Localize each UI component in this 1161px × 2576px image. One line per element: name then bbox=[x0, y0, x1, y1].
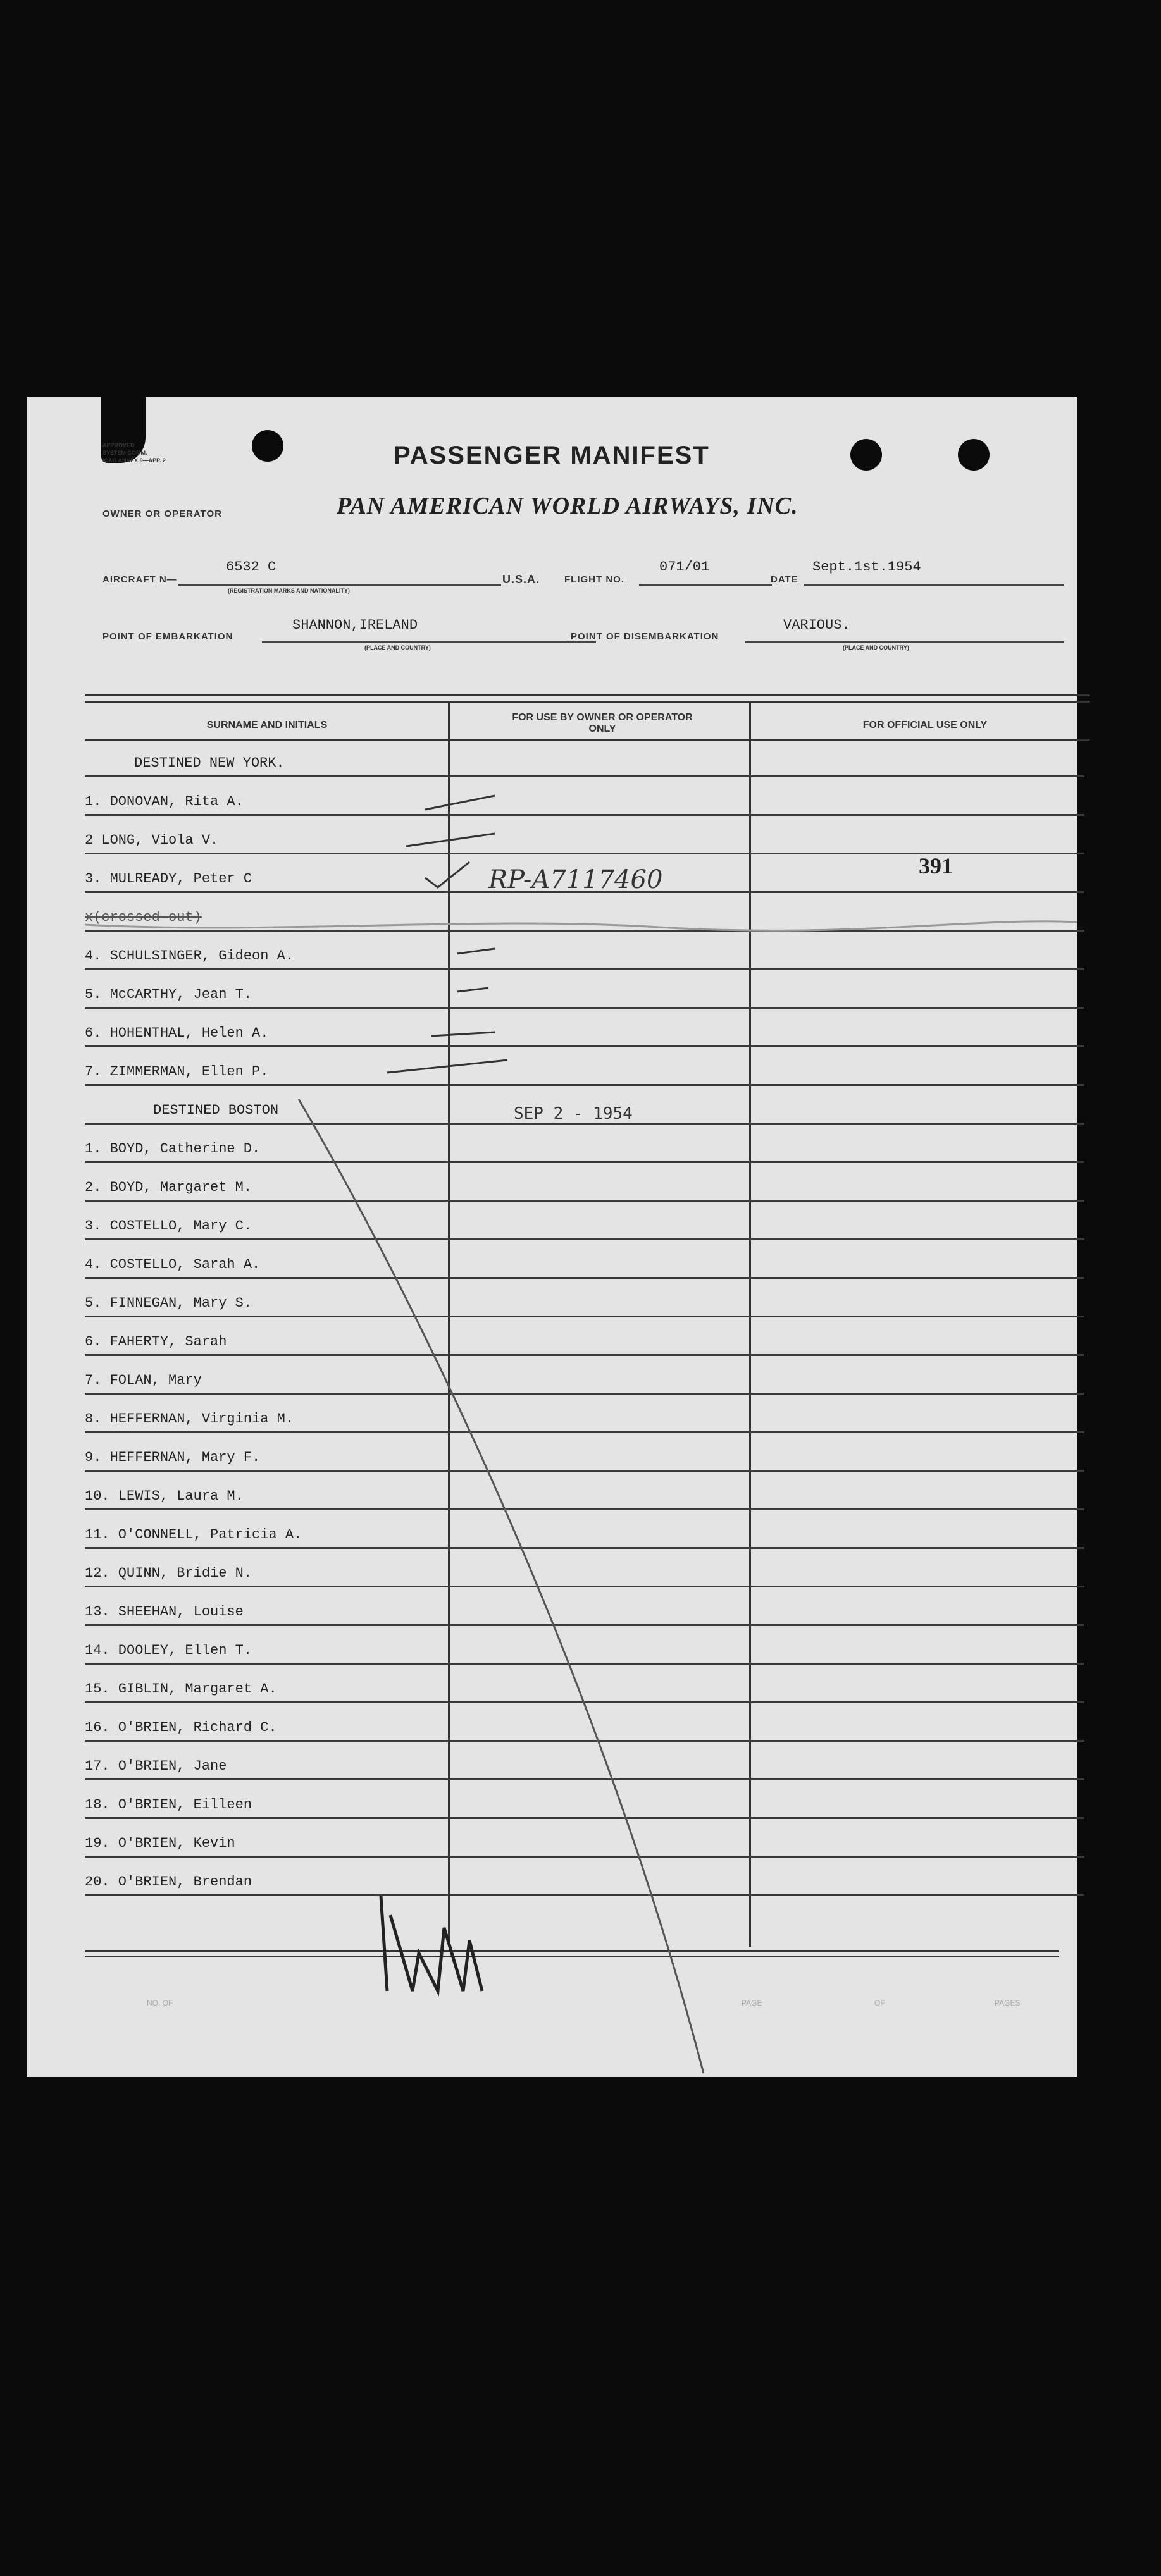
punch-hole bbox=[252, 430, 283, 462]
row-rule bbox=[85, 1393, 1084, 1395]
passenger-row: 16. O'BRIEN, Richard C. bbox=[85, 1720, 277, 1735]
check-marks bbox=[27, 397, 1077, 2077]
column-header-official: FOR OFFICIAL USE ONLY bbox=[862, 720, 988, 730]
column-header-surname: SURNAME AND INITIALS bbox=[206, 720, 328, 730]
footer-page: PAGE bbox=[742, 1999, 762, 2007]
row-rule bbox=[85, 1817, 1084, 1819]
aircraft-sublabel: (REGISTRATION MARKS AND NATIONALITY) bbox=[228, 588, 350, 594]
embark-value: SHANNON,IRELAND bbox=[292, 617, 418, 633]
approval-line: ICAO ANNEX 9—APP. 2 bbox=[102, 457, 166, 464]
passenger-row: 14. DOOLEY, Ellen T. bbox=[85, 1642, 252, 1658]
row-rule bbox=[85, 1084, 1084, 1086]
disembark-value: VARIOUS. bbox=[783, 617, 850, 633]
handwritten-reference: RP-A7117460 bbox=[488, 865, 663, 894]
row-rule bbox=[85, 1470, 1084, 1472]
embark-underline bbox=[262, 641, 596, 643]
row-rule bbox=[85, 1547, 1084, 1549]
table-top-rule bbox=[85, 694, 1090, 696]
approval-line: APPROVED bbox=[102, 442, 135, 448]
table-bottom-rule bbox=[85, 1956, 1059, 1957]
row-rule bbox=[85, 1238, 1084, 1240]
row-rule bbox=[85, 1316, 1084, 1317]
passenger-row: 6. HOHENTHAL, Helen A. bbox=[85, 1025, 269, 1041]
row-rule bbox=[85, 1701, 1084, 1703]
passenger-row: 19. O'BRIEN, Kevin bbox=[85, 1835, 235, 1851]
passenger-row: 6. FAHERTY, Sarah bbox=[85, 1334, 227, 1350]
passenger-row: 4. SCHULSINGER, Gideon A. bbox=[85, 948, 294, 964]
passenger-row: 3. MULREADY, Peter C bbox=[85, 871, 252, 887]
received-date-stamp: SEP 2 - 1954 bbox=[514, 1104, 633, 1123]
row-rule bbox=[85, 1354, 1084, 1356]
punch-hole bbox=[850, 439, 882, 471]
aircraft-value: 6532 C bbox=[226, 559, 276, 575]
passenger-row: 3. COSTELLO, Mary C. bbox=[85, 1218, 252, 1234]
row-rule bbox=[85, 1277, 1084, 1279]
check-mark bbox=[425, 796, 495, 810]
check-mark bbox=[387, 1060, 507, 1073]
footer-no-of: NO. OF bbox=[147, 1999, 173, 2007]
embark-label: POINT OF EMBARKATION bbox=[102, 631, 233, 642]
passenger-row: 2. BOYD, Margaret M. bbox=[85, 1180, 252, 1195]
passenger-row: 18. O'BRIEN, Eilleen bbox=[85, 1797, 252, 1813]
passenger-row: 17. O'BRIEN, Jane bbox=[85, 1758, 227, 1774]
official-number: 391 bbox=[919, 853, 953, 878]
form-title: PASSENGER MANIFEST bbox=[394, 441, 710, 469]
date-label: DATE bbox=[771, 574, 798, 585]
passenger-row: 11. O'CONNELL, Patricia A. bbox=[85, 1527, 302, 1543]
row-rule bbox=[85, 1045, 1084, 1047]
passenger-row: 5. FINNEGAN, Mary S. bbox=[85, 1295, 252, 1311]
table-bottom-rule bbox=[85, 1950, 1059, 1952]
aircraft-label: AIRCRAFT N— bbox=[102, 574, 177, 585]
flight-label: FLIGHT NO. bbox=[564, 574, 624, 585]
row-rule bbox=[85, 1894, 1084, 1896]
row-rule bbox=[85, 968, 1084, 970]
punch-hole bbox=[958, 439, 990, 471]
row-rule bbox=[85, 1778, 1084, 1780]
flight-value: 071/01 bbox=[659, 559, 710, 575]
row-rule bbox=[85, 1624, 1084, 1626]
passenger-row: 10. LEWIS, Laura M. bbox=[85, 1488, 244, 1504]
row-rule bbox=[85, 1200, 1084, 1202]
passenger-row: 5. McCARTHY, Jean T. bbox=[85, 987, 252, 1002]
passenger-row: 9. HEFFERNAN, Mary F. bbox=[85, 1450, 261, 1465]
disembark-label: POINT OF DISEMBARKATION bbox=[571, 631, 719, 642]
disembark-sublabel: (PLACE AND COUNTRY) bbox=[843, 644, 909, 651]
column-divider bbox=[749, 703, 751, 1947]
footer-pages: PAGES bbox=[995, 1999, 1021, 2007]
row-rule bbox=[85, 775, 1084, 777]
check-mark bbox=[431, 1032, 495, 1036]
passenger-row: x(crossed out) bbox=[85, 909, 202, 925]
disembark-underline bbox=[745, 641, 1064, 643]
row-rule bbox=[85, 1161, 1084, 1163]
row-rule bbox=[85, 1508, 1084, 1510]
row-rule bbox=[85, 1431, 1084, 1433]
section-heading: DESTINED NEW YORK. bbox=[134, 755, 285, 771]
passenger-row: 7. ZIMMERMAN, Ellen P. bbox=[85, 1064, 269, 1080]
passenger-row: 1. BOYD, Catherine D. bbox=[85, 1141, 261, 1157]
passenger-row: 8. HEFFERNAN, Virginia M. bbox=[85, 1411, 294, 1427]
manifest-sheet bbox=[27, 397, 1077, 2077]
header-divider bbox=[85, 739, 1090, 741]
passenger-row: 15. GIBLIN, Margaret A. bbox=[85, 1681, 277, 1697]
passenger-row: 13. SHEEHAN, Louise bbox=[85, 1604, 244, 1620]
row-rule bbox=[85, 1856, 1084, 1858]
row-rule bbox=[85, 930, 1084, 932]
row-rule bbox=[85, 1007, 1084, 1009]
check-mark bbox=[406, 834, 495, 846]
airline-name: PAN AMERICAN WORLD AIRWAYS, INC. bbox=[337, 493, 798, 519]
passenger-row: 2 LONG, Viola V. bbox=[85, 832, 219, 848]
flight-underline bbox=[639, 584, 772, 586]
check-mark bbox=[457, 988, 488, 992]
footer-of: OF bbox=[874, 1999, 885, 2007]
passenger-row: 20. O'BRIEN, Brendan bbox=[85, 1874, 252, 1890]
row-rule bbox=[85, 1740, 1084, 1742]
owner-label: OWNER OR OPERATOR bbox=[102, 508, 222, 519]
aircraft-underline bbox=[178, 584, 501, 586]
check-mark bbox=[425, 862, 469, 887]
column-divider bbox=[448, 703, 450, 1947]
initials-scribble bbox=[381, 1896, 482, 1991]
date-value: Sept.1st.1954 bbox=[812, 559, 921, 575]
passenger-row: 12. QUINN, Bridie N. bbox=[85, 1565, 252, 1581]
embark-sublabel: (PLACE AND COUNTRY) bbox=[364, 644, 431, 651]
table-top-rule bbox=[85, 701, 1090, 703]
date-underline bbox=[804, 584, 1064, 586]
passenger-row: 7. FOLAN, Mary bbox=[85, 1372, 202, 1388]
row-rule bbox=[85, 1586, 1084, 1587]
section-heading: DESTINED BOSTON bbox=[153, 1102, 279, 1118]
row-rule bbox=[85, 1663, 1084, 1665]
passenger-row: 4. COSTELLO, Sarah A. bbox=[85, 1257, 261, 1273]
passenger-row: 1. DONOVAN, Rita A. bbox=[85, 794, 244, 810]
check-mark bbox=[457, 949, 495, 954]
approval-line: SYSTEM COMM. bbox=[102, 450, 147, 456]
row-rule bbox=[85, 814, 1084, 816]
country-label: U.S.A. bbox=[502, 573, 540, 586]
column-header-operator: FOR USE BY OWNER OR OPERATOR ONLY bbox=[512, 712, 693, 734]
